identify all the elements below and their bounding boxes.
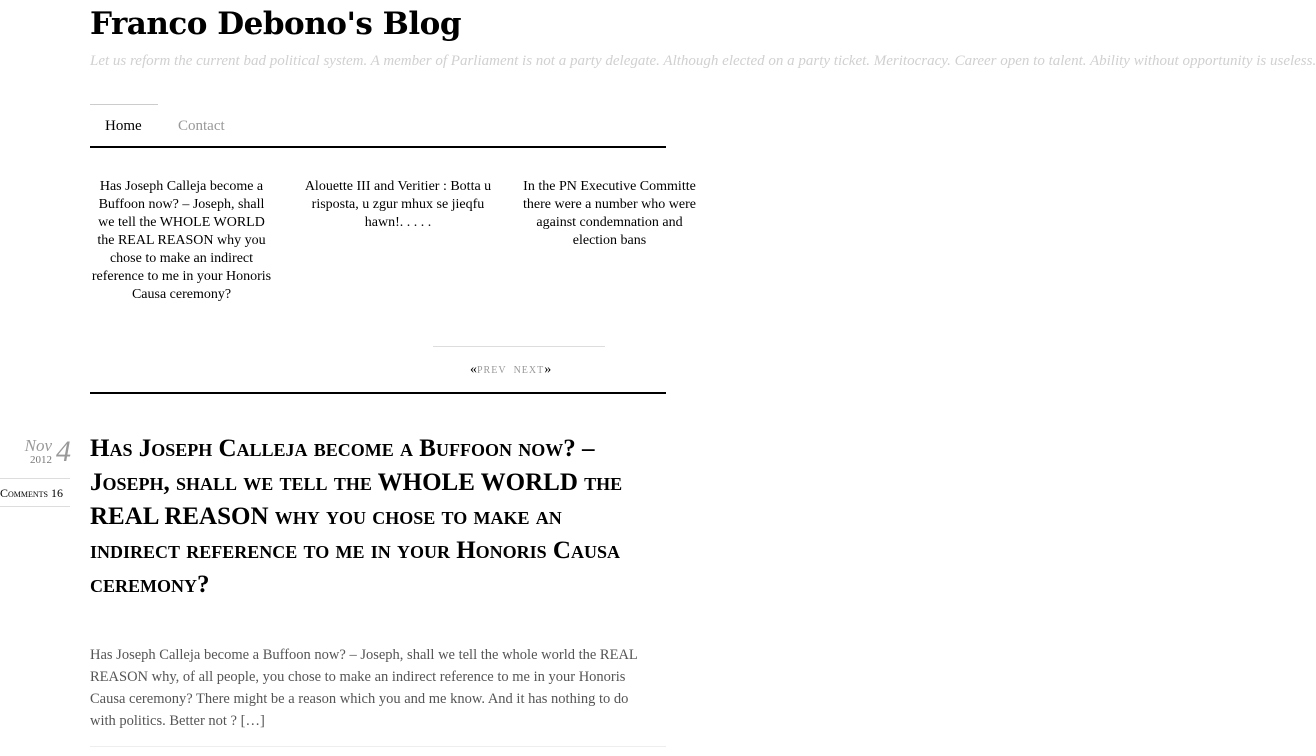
post-excerpt: Has Joseph Calleja become a Buffoon now? – Joseph, shall we tell the whole world the REAL REASON why, of all people, you chose to make an indirect reference to me in your Honoris Causa ceremony? There might be a reason which you and me know. And it has nothing to do with politics. Better not ? […] bbox=[90, 647, 638, 729]
content-divider bbox=[90, 392, 666, 394]
post-date-day: 4 bbox=[56, 435, 71, 468]
featured-slide-2[interactable]: Alouette III and Veritier : Botta u risposta, u zgur mhux se jieqfu hawn!. . . . . bbox=[304, 179, 492, 230]
nav-item-contact[interactable]: Contact bbox=[178, 118, 225, 134]
site-tagline: Let us reform the current bad political system. A member of Parliament is not a party delegate. Although elected on a party ticket. Meritocracy. Career open to talent. Ability without opportunity is useless. bbox=[90, 53, 1316, 69]
prev-arrow-icon[interactable]: « bbox=[470, 362, 477, 377]
slider-prev-button[interactable]: PREV bbox=[477, 365, 507, 376]
nav-divider bbox=[90, 146, 666, 148]
featured-slide-3[interactable]: In the PN Executive Committe there were a number who were against condemnation and election bans bbox=[523, 179, 696, 248]
post-date-year: 2012 bbox=[30, 454, 52, 466]
slider-navigation bbox=[470, 362, 551, 378]
nav-top-divider bbox=[90, 104, 158, 105]
featured-slide-1[interactable]: Has Joseph Calleja become a Buffoon now? – Joseph, shall we tell the WHOLE WORLD the REAL REASON why you chose to make an indirect reference to me in your Honoris Causa ceremony? bbox=[91, 179, 272, 302]
next-arrow-icon[interactable]: » bbox=[544, 362, 552, 377]
slider-divider bbox=[433, 346, 605, 347]
slider-next-button[interactable]: NEXT bbox=[513, 365, 545, 376]
site-title[interactable]: Franco Debono's Blog bbox=[90, 6, 462, 42]
post-date bbox=[0, 436, 72, 470]
comments-divider-top bbox=[0, 478, 70, 479]
post-date-month: Nov bbox=[24, 436, 52, 455]
comments-divider-bottom bbox=[0, 506, 70, 507]
comments-link[interactable]: 16 Comments bbox=[0, 486, 64, 500]
nav-item-home[interactable]: Home bbox=[105, 118, 142, 134]
post-title[interactable]: Has Joseph Calleja become a Buffoon now? – Joseph, shall we tell the WHOLE WORLD the REAL REASON why you chose to make an indirect reference to me in your Honoris Causa ceremony? bbox=[90, 435, 623, 598]
post-bottom-divider bbox=[90, 746, 666, 747]
